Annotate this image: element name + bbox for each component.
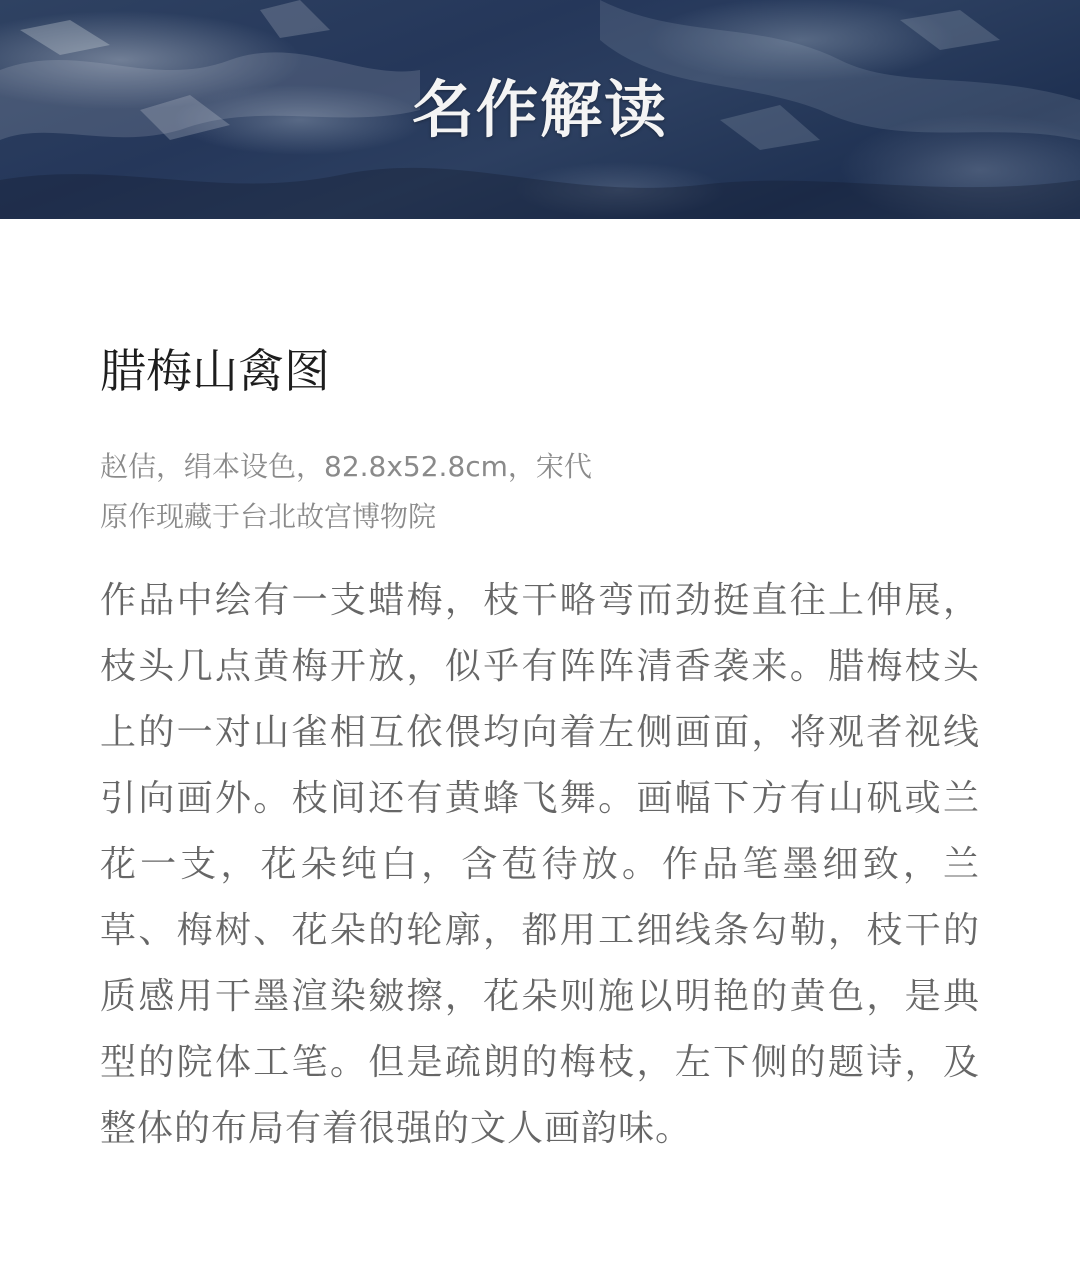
artwork-meta-line1: 赵佶，绢本设色，82.8x52.8cm，宋代 [100,450,592,483]
artwork-meta-line2: 原作现藏于台北故宫博物院 [100,500,437,533]
artwork-article [100,340,980,1162]
artwork-meta [100,442,980,542]
banner-title: 名作解读 [411,73,668,146]
artwork-title: 腊梅山禽图 [100,344,330,398]
header-banner [0,0,1080,219]
artwork-description: 作品中绘有一支蜡梅，枝干略弯而劲挺直往上伸展，枝头几点黄梅开放，似乎有阵阵清香袭来。腊梅枝头上的一对山雀相互依偎均向着左侧画面，将观者视线引向画外。枝间还有黄蜂飞舞。画幅下方有山矾或兰花一支，花朵纯白，含苞待放。作品笔墨细致，兰草、梅树、花朵的轮廓，都用工细线条勾勒，枝干的质感用干墨渲染皴擦，花朵则施以明艳的黄色，是典型的院体工笔。但是疏朗的梅枝，左下侧的题诗，及整体的布局有着很强的文人画韵味。 [100,580,980,1149]
